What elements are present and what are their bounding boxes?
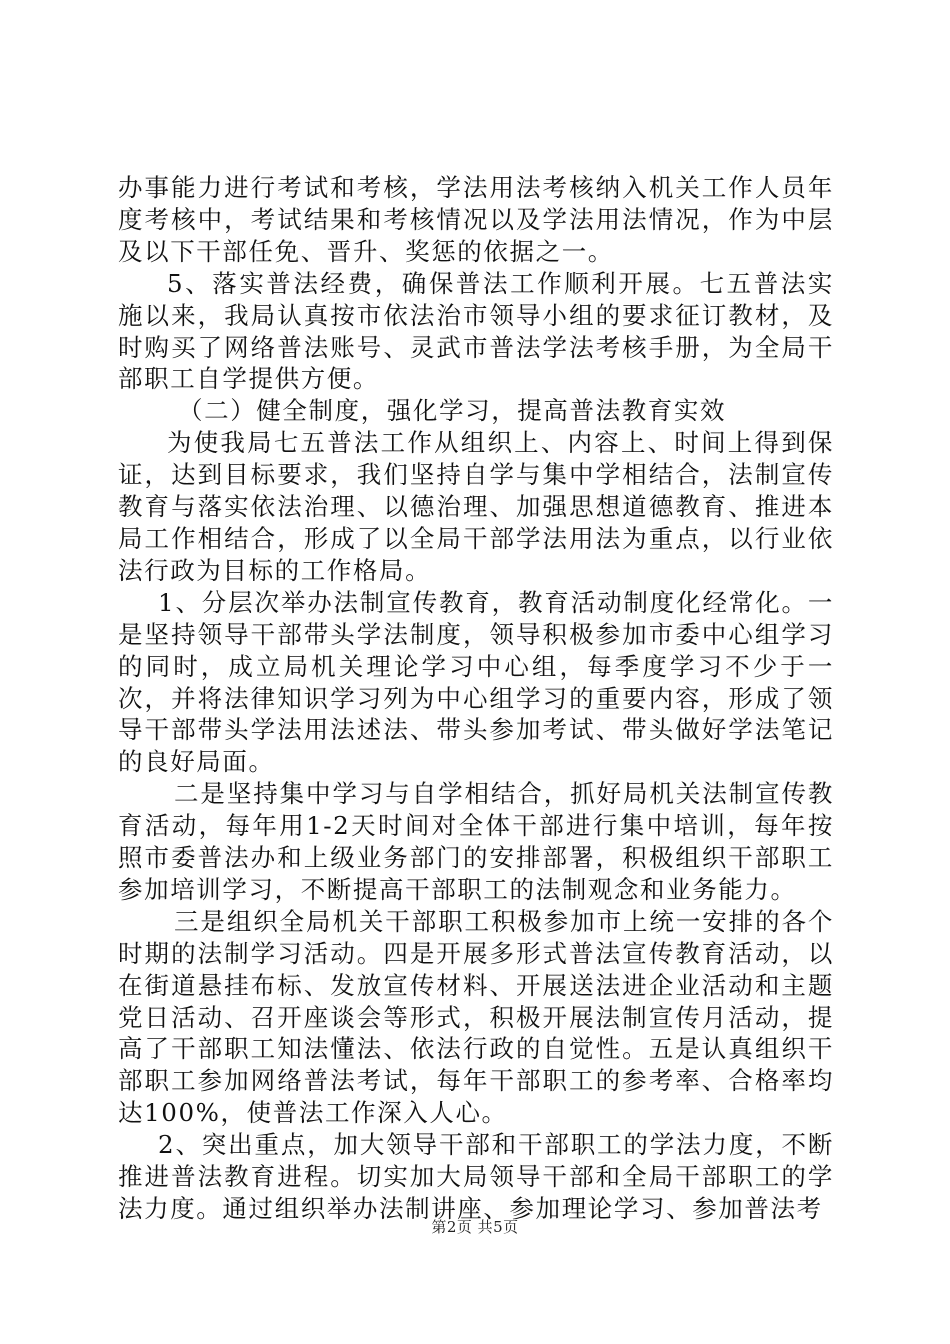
paragraph-continuation: 办事能力进行考试和考核，学法用法考核纳入机关工作人员年度考核中，考试结果和考核情况以及学法用法情况，作为中层及以下干部任免、晋升、奖惩的依据之一。 — [118, 173, 834, 266]
page-number-footer: 第2页 共5页 — [431, 1218, 519, 1236]
paragraph-item-1: 1、分层次举办法制宣传教育，教育活动制度化经常化。一是坚持领导干部带头学法制度，领导积极参加市委中心组学习的同时，成立局机关理论学习中心组，每季度学习不少于一次，并将法律知识学习列为中心组学习的重要内容，形成了领导干部带头学法用法述法、带头参加考试、带头做好学法笔记的良好局面。 — [118, 587, 834, 777]
document-body — [118, 172, 834, 1225]
paragraph-item-2: 2、突出重点，加大领导干部和干部职工的学法力度，不断推进普法教育进程。切实加大局领导干部和全局干部职工的学法力度。通过组织举办法制讲座、参加理论学习、参加普法考 — [118, 1130, 834, 1223]
paragraph-point-3: 三是组织全局机关干部职工积极参加市上统一安排的各个时期的法制学习活动。四是开展多形式普法宣传教育活动，以在街道悬挂布标、发放宣传材料、开展送法进企业活动和主题党日活动、召开座谈会等形式，积极开展法制宣传月活动，提高了干部职工知法懂法、依法行政的自觉性。五是认真组织干部职工参加网络普法考试，每年干部职工的参考率、合格率均达100%，使普法工作深入人心。 — [118, 906, 834, 1128]
paragraph-point-2: 二是坚持集中学习与自学相结合，抓好局机关法制宣传教育活动，每年用1-2天时间对全体干部进行集中培训，每年按照市委普法办和上级业务部门的安排部署，积极组织干部职工参加培训学习，不断提高干部职工的法制观念和业务能力。 — [118, 779, 834, 904]
paragraph-intro: 为使我局七五普法工作从组织上、内容上、时间上得到保证，达到目标要求，我们坚持自学与集中学相结合，法制宣传教育与落实依法治理、以德治理、加强思想道德教育、推进本局工作相结合，形成了以全局干部学法用法为重点，以行业依法行政为目标的工作格局。 — [118, 428, 834, 585]
paragraph-item-5: 5、落实普法经费，确保普法工作顺利开展。七五普法实施以来，我局认真按市依法治市领导小组的要求征订教材，及时购买了网络普法账号、灵武市普法学法考核手册，为全局干部职工自学提供方便。 — [118, 268, 834, 394]
section-heading: （二）健全制度，强化学习，提高普法教育实效 — [178, 396, 727, 426]
